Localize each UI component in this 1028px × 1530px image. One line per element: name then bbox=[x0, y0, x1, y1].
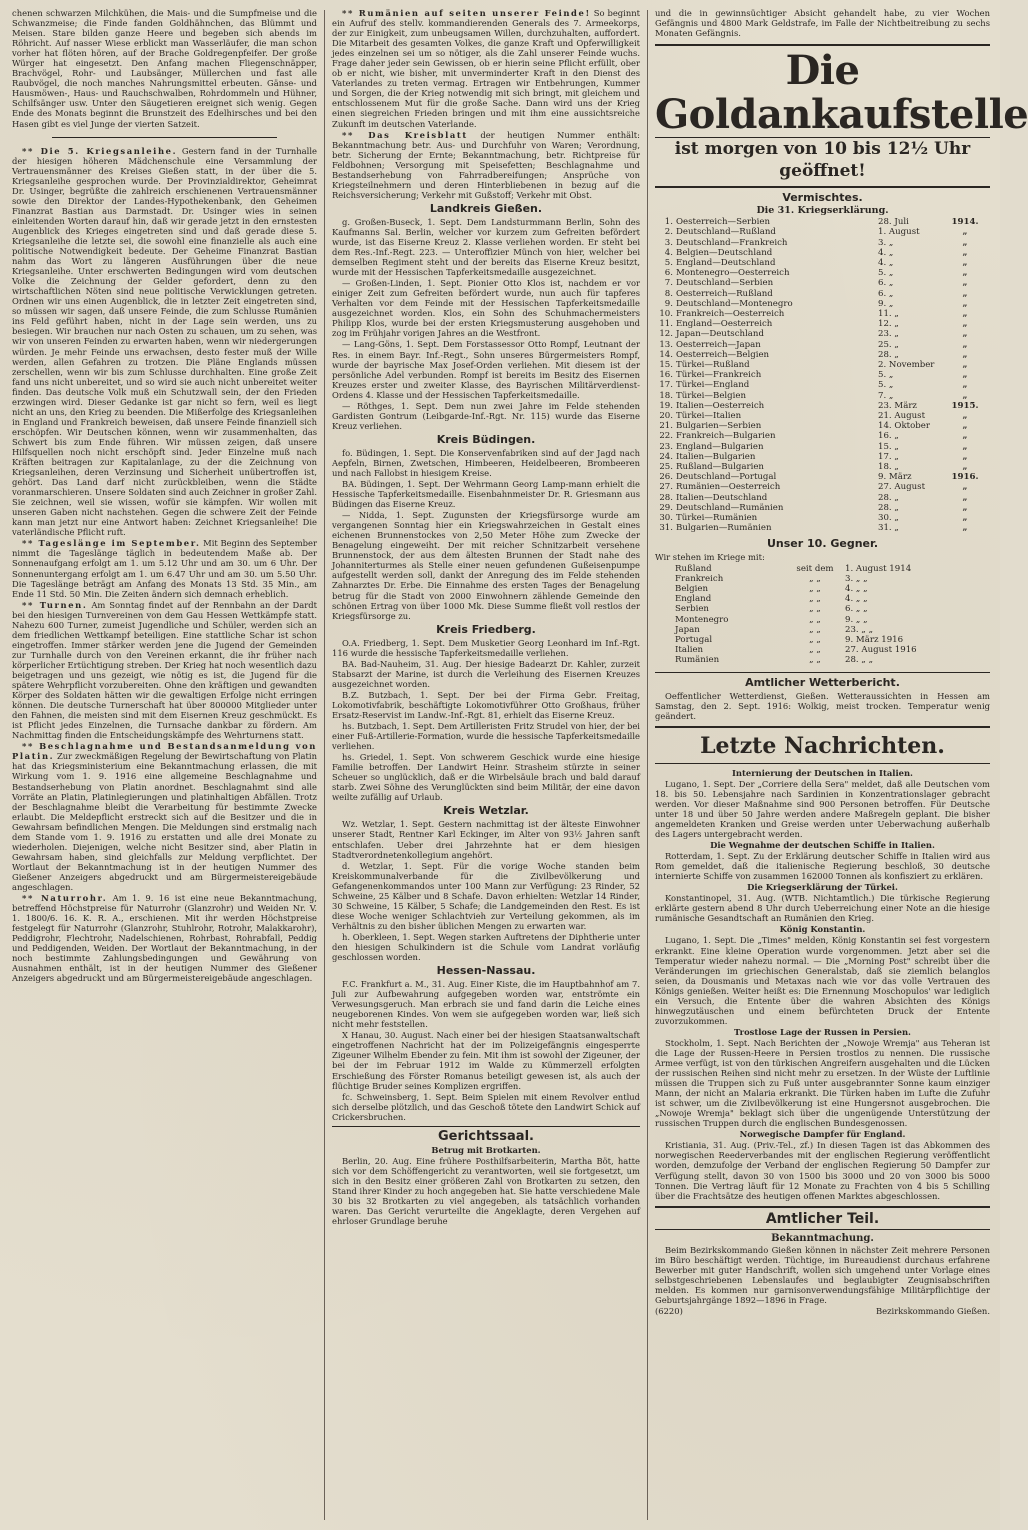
war-parties: Japan—Deutschland bbox=[676, 329, 764, 340]
war-year: „ bbox=[962, 431, 968, 442]
war-row bbox=[655, 238, 990, 248]
war-year: „ bbox=[962, 441, 968, 452]
war-parties: Türkei—Rußland bbox=[676, 360, 750, 371]
war-row bbox=[655, 513, 990, 523]
war-year: „ bbox=[962, 360, 968, 371]
war-number: 8. bbox=[664, 288, 673, 299]
section-gerichtssaal: Gerichtssaal. bbox=[438, 1128, 534, 1144]
divider bbox=[332, 1126, 640, 1127]
war-date: 18. „ bbox=[878, 462, 899, 473]
news-wetzlar-2: d. Wetzlar, 1. Sept. Für die vorige Woche standen beim Kreiskommunalverbande für die Zivilbevölkerung und Gefangenenkommandos unter 100 Mann zur Verfügung: 23 Rinder, 52 Schweine, 25 Kälber und 8 Schafe. Davon erhielten: Wetzlar 14 Rinder, 30 Schweine, 15 Kälber, 5 Schafe; die Landgemeinden den Rest. Es ist diese Woche weniger Schlachtvieh zur Verteilung gekommen, als im Verhältnis zu den bisher üblichen Mengen zu erwarten war. bbox=[332, 860, 640, 931]
headline-schiffe: Die Wegnahme der deutschen Schiffe in Italien. bbox=[710, 840, 935, 851]
goldankaufstelle-title: Die Goldankaufstelle bbox=[655, 44, 990, 138]
war-date: 5. „ bbox=[878, 380, 894, 391]
war-date: 6. „ bbox=[878, 288, 894, 299]
war-row bbox=[655, 482, 990, 492]
war-parties: Deutschland—Rumänien bbox=[676, 502, 784, 513]
foe-since: „ „ bbox=[809, 583, 821, 594]
section-letzte-nachrichten: Letzte Nachrichten. bbox=[700, 732, 945, 759]
war-row bbox=[655, 278, 990, 288]
news-butzbach-1: B.Z. Butzbach, 1. Sept. Der bei der Firma Gebr. Freitag, Lokomotivfabrik, beschäftigte Lokomotivführer Otto Großhaus, früher Ersatz-Reservist im Landw.-Inf.-Rgt. 81, erhielt das Eiserne Kreuz. bbox=[332, 689, 640, 720]
foe-date: 9. „ „ bbox=[845, 614, 868, 625]
war-date: 27. August bbox=[878, 482, 926, 493]
section-hessen-nassau: Hessen-Nassau. bbox=[436, 964, 536, 978]
article-platin bbox=[12, 741, 317, 892]
notice-footer bbox=[655, 1306, 990, 1316]
war-date: 5. „ bbox=[878, 268, 894, 279]
foe-row bbox=[655, 574, 990, 584]
war-number: 3. bbox=[664, 237, 673, 248]
news-lang-goens: — Lang-Göns, 1. Sept. Dem Forstassessor Otto Rompf, Leutnant der Res. in einem Bayr. Inf.-Regt., Sohn unseres Bürgermeisters Rompf, wurde der bayrische Max Josef-Orden verliehen. Mit diesem ist der persönliche Adel verbunden. Rompf ist bereits im Besitz des Eisernen Kreuzes erster und zweiter Klasse, des Bayrischen Militärverdienst-Ordens 4. Klasse und der Hessischen Tapferkeitsmedaille. bbox=[332, 339, 640, 400]
war-number: 19. bbox=[659, 400, 673, 411]
war-year: „ bbox=[962, 278, 968, 289]
foe-date: 23. „ „ bbox=[845, 624, 874, 635]
foe-date: 4. „ „ bbox=[845, 594, 868, 605]
war-row bbox=[655, 472, 990, 482]
war-year: „ bbox=[962, 227, 968, 238]
war-year: „ bbox=[962, 462, 968, 473]
war-parties: Deutschland—Montenegro bbox=[676, 298, 793, 309]
foe-row bbox=[655, 615, 990, 625]
war-parties: Deutschland—Frankreich bbox=[676, 237, 788, 248]
column-middle bbox=[332, 8, 640, 1522]
war-row bbox=[655, 289, 990, 299]
headline-kriegsanleihe: ** Die 5. Kriegsanleihe. bbox=[22, 145, 178, 156]
notice-number: (6220) bbox=[655, 1306, 683, 1316]
war-row bbox=[655, 503, 990, 513]
war-row bbox=[655, 360, 990, 370]
foe-since: „ „ bbox=[809, 624, 821, 635]
war-row bbox=[655, 370, 990, 380]
war-row bbox=[655, 380, 990, 390]
notice-bekanntmachung: Beim Bezirkskommando Gießen können in nächster Zeit mehrere Personen im Büro beschäftigt werden. Tüchtige, im Bureaudienst durchaus erfahrene Bewerber mit guter Handschrift, wollen sich umgehend unter Vorlage eines selbstgeschriebenen Lebenslaufes und beglaubigter Zeugnisabschriften melden. Es kommen nur garnisonverwendungsfähige Militärpflichtige der Geburtsjahrgänge 1892—1896 in Frage. bbox=[655, 1244, 990, 1305]
war-date: 31. „ bbox=[878, 523, 899, 534]
headline-naturrohr: ** Naturrohr. bbox=[22, 893, 108, 904]
war-number: 21. bbox=[659, 421, 673, 432]
war-date: 7. „ bbox=[878, 390, 894, 401]
war-date: 16. „ bbox=[878, 431, 899, 442]
foe-country: Italien bbox=[675, 645, 704, 656]
war-year: „ bbox=[962, 370, 968, 381]
article-tageslaenge bbox=[12, 538, 317, 598]
foe-since: „ „ bbox=[809, 573, 821, 584]
foe-country: Montenegro bbox=[675, 614, 729, 625]
war-parties: Frankreich—Oesterreich bbox=[676, 309, 785, 320]
article-rumaenien-text: So beginnt ein Aufruf des stellv. kommandierenden Generals des 7. Armeekorps, der zur Einigkeit, zum unbeugsamen Willen, durchzuhalten, auffordert. Die Mitarbeit des gesamten Volkes, die ganze Kraft und Opferwilligkeit jedes einzelnen sei um so nötiger, als die Zahl unserer Feinde wuchs. Frage daher jeder sein Gewissen, ob er hierin seine Pflicht erfüllt, ober ob er nicht, wie bisher, mit unverminderter Kraft in den Dienst des Vaterlandes zu treten vermag. Ertragen wir Entbehrungen, Kummer und Sorgen, die der Krieg notwendig mit sich bringt, mit gleichem und entschlossenem Mut für die große Sache. Dann wird uns der Krieg einen siegreichen Frieden bringen und mit ihm eine aussichtsreiche Zukunft im deutschen Vaterlande. bbox=[332, 8, 640, 129]
news-buedingen-2: BA. Büdingen, 1. Sept. Der Wehrmann Georg Lamp-mann erhielt die Hessische Tapferkeitsmedaille. Eisenbahnmeister Dr. R. Griesmann aus Büdingen das Eiserne Kreuz. bbox=[332, 479, 640, 510]
foe-row bbox=[655, 645, 990, 655]
war-parties: Oesterreich—Belgien bbox=[676, 349, 770, 360]
war-year: „ bbox=[962, 513, 968, 524]
war-number: 18. bbox=[659, 390, 673, 401]
article-kreisblatt bbox=[332, 130, 640, 200]
war-year: „ bbox=[962, 329, 968, 340]
news-oberkleen: h. Oberkleen, 1. Sept. Wegen starken Auftretens der Diphtherie unter den hiesigen Schulkindern ist die Schule vom Landrat vorläufig geschlossen worden. bbox=[332, 931, 640, 963]
war-row bbox=[655, 258, 990, 268]
headline-kreisblatt: ** Das Kreisblatt bbox=[342, 129, 468, 140]
news-persien: Stockholm, 1. Sept. Nach Berichten der „Nowoje Wremja" aus Teheran ist die Lage der Russen-Heere in Persien trostlos zu nennen. Die russische Armee verfügt, ist von den türkischen Angreifern ausgehalten und die Lücken der russischen Reihen sind nicht mehr zu ersetzen. In der Wüste der Luftlinie müssen die Truppen sich zu Fuß unter ausgebrannter Sonne kaum einziger Mann, der nicht an Malaria erkrankt. Die Türken haben im Lufte die Zufuhr ist schwer, um die Zivilbevölkerung ist eine Hungersnot ausgebrochen. Die „Nowoje Wremja" beklagt sich über die ungenügende Unterstützung der russischen Truppen durch die englischen Bundesgenossen. bbox=[655, 1037, 990, 1129]
column-right bbox=[655, 8, 1028, 1522]
divider bbox=[655, 1206, 990, 1208]
war-row bbox=[655, 431, 990, 441]
war-number: 25. bbox=[659, 462, 673, 473]
foe-country: Frankreich bbox=[675, 573, 724, 584]
war-row bbox=[655, 350, 990, 360]
war-date: 3. „ bbox=[878, 237, 894, 248]
war-date: 28. „ bbox=[878, 349, 899, 360]
headline-rumaenien: ** Rumänien auf seiten unserer Feinde! bbox=[342, 8, 591, 18]
foe-since: „ „ bbox=[809, 645, 821, 656]
war-number: 5. bbox=[664, 258, 673, 268]
war-year: „ bbox=[962, 492, 968, 503]
war-year: „ bbox=[962, 349, 968, 360]
war-date: 15. „ bbox=[878, 441, 899, 452]
war-date: 23. „ bbox=[878, 329, 899, 340]
war-parties: Deutschland—Portugal bbox=[676, 472, 777, 483]
news-bad-nauheim: BA. Bad-Nauheim, 31. Aug. Der hiesige Badearzt Dr. Kahler, zurzeit Stabsarzt der Marine, ist durch die Verleihung des Eisernen Kreuzes ausgezeichnet worden. bbox=[332, 658, 640, 689]
war-date: 28. Juli bbox=[878, 217, 909, 228]
article-kriegsanleihe-text: Gestern fand in der Turnhalle der hiesigen höheren Mädchenschule eine Versammlung der Vertrauensmänner des Kreises Gießen statt, in der über die 5. Kriegsanleihe gesprochen wurde. Der Provinzialdirektor, Geheimrat Dr. Usinger, begrüßte die zahlreich erschienenen Vertrauensmänner sowie den Direktor der Landes-Hypothekenbank, den Geheimen Finanzrat Bastian aus Darmstadt. Dr. Usinger wies in seinen einleitenden Worten darauf hin, daß wir gerade jetzt in den ernstesten Augenblick des Krieges eingetreten sind und daß gerade diese 5. Kriegsanleihe die letzte sei, die sowohl eine finanzielle als auch eine politische Notwendigkeit bedeute. Der Geheime Finanzrat Bastian nahm das Wort zu längeren Ausführungen über die neue Kriegsanleihe. Unter erschwerten Bedingungen wird vom deutschen Volke die Zeichnung der Gelder gefordert, denn zu den wirtschaftlichen Nöten sind neue politische Verwicklungen getreten. Ordnen wir uns einen Augenblick, die in letzter Zeit eingetreten sind, so müssen wir sagen, daß unsere Feinde, die zum Schlusse Rumänien ins Feld geführt haben, nicht in der Lage sein werden, uns zu besiegen. Wir brauchen nur nach Osten zu schauen, um zu sehen, was wir von unseren Feinden zu erwarten haben, wenn wir niedergerungen würden. Je mehr Feinde uns erwachsen, desto fester muß der Wille werden, allen Gefahren zu trotzen. Die Pläne Englands müssen zerschellen, wenn wir bis zum Schlusse durchhalten. Eine große Zeit fand uns nicht unbereitet, und so wird sie auch nicht unbereitet weiter finden. Das deutsche Volk muß ein Schutzwall sein, der den Frieden erzwingen wird. Dieser Gedanke ist gar nicht so fern, weil es liegt nicht an uns, den Krieg zu beenden. Die Mißerfolge des Kriegsanleihen in England und Frankreich beweisen, daß unsere Feinde finanziell sich erschöpfen. Wir Deutschen können, wenn wir zusammenhalten, das Schwert bis zum Ende führen. Wir müssen zeigen, daß unsere Hilfsquellen noch nicht erschöpft sind. Jeder Einzelne muß nach Kräften beitragen zur Kapitalanlage, zu der die Zeichnung von Kriegsanleihen, deren Verzinsung und Sicherheit unübertroffen ist, gehört. Das Land darf nicht zurückbleiben, wenn die Städte voranmarschieren. Unsere Soldaten sind auch Zeichner in großer Zahl. Sie zeichnen, weil sie wissen, wofür sie kämpfen. Wir wollen mit unseren Gaben nicht nachstehen. Gegen die schwere Zeit der Feinde kann man jetzt nur eine Antwort haben: Zeichnet Kriegsanleihe! Die vaterländische Pflicht ruft. bbox=[12, 145, 317, 538]
article-turnen-text: Am Sonntag findet auf der Rennbahn an der Dardt bei den hiesigen Turnvereinen von dem Gau Hessen Wettkämpfe statt. Nahezu 600 Turner, zumeist Jugendliche und Schüler, werden sich an dem friedlichen Wettkampf beteiligen. Eine stattliche Schar ist schon eingetroffen. Immer stärker werden jene die Jugend der Gemeinden zur Turnhalle durch von den Vereinen erkannt, die ihr früher nach körperlicher Ertüchtigung streben. Der Krieg hat noch wesentlich dazu beigetragen und uns gezeigt, wie nötig es ist, die Jugend für die spätere Wehrpflicht vorzubereiten. Ohne den kräftigen und gewandten Körper des Soldaten hätten wir die gewaltigen Erfolge nicht erringen können. Die deutsche Turnerschaft hat über 800000 Mitglieder unter den Fahnen, die meisten sind mit dem Eisernen Kreuz geschmückt. Es ist Pflicht jedes Einzelnen, die Turnsache dankbar zu fördern. Am Nachmittag finden die Entscheidungskämpfe des Wehrturnens statt. bbox=[12, 599, 317, 741]
war-parties: Montenegro—Oesterreich bbox=[676, 268, 790, 279]
war-row bbox=[655, 401, 990, 411]
war-parties: Italien—Deutschland bbox=[676, 492, 768, 503]
war-date: 28. „ bbox=[878, 492, 899, 503]
news-nidda: — Nidda, 1. Sept. Zugunsten der Kriegsfürsorge wurde am vergangenen Sonntag hier ein Kriegswahrzeichen in Gestalt eines eichenen Brunnenstockes von 2,50 Meter Höhe zum Zwecke der Benagelung eingeweiht. Der mit reicher Schnitzarbeit versehene Brunnenstock, der aus dem ältesten Brunnen der Stadt nahe des Johanniterturmes als Stelle einer neuen gefundenen Gußeisenpumpe aufgestellt werden soll, dankt der Anregung des im Felde stehenden Zahnarztes Dr. Erbe. Die Einnahme des ersten Tages der Benagelung betrug für die Stadt von 2000 Einwohnern zählende Gemeinde den schönen Ertrag von über 1000 Mk. Diese Summe fließt voll restlos der Kriegsfürsorge zu. bbox=[332, 510, 640, 621]
section-amtlicher-teil: Amtlicher Teil. bbox=[765, 1210, 880, 1227]
war-number: 13. bbox=[659, 339, 673, 350]
war-row bbox=[655, 462, 990, 472]
headline-dampfer: Norwegische Dampfer für England. bbox=[739, 1129, 906, 1140]
war-date: 9. März bbox=[878, 472, 912, 483]
section-kreis-wetzlar: Kreis Wetzlar. bbox=[443, 804, 529, 818]
war-year: „ bbox=[962, 482, 968, 493]
war-row bbox=[655, 309, 990, 319]
article-kreisblatt-text: der heutigen Nummer enthält: Bekanntmachung betr. Aus- und Durchfuhr von Waren; Verordnung, betr. Sicherung der Ernte; Bekanntmachung, betr. Richtpreise für Feldbohnen; Versorgung mit Speisefetten; Beschlagnahme und Bestandserhebung von Fahrradbereifungen; Ansprüche von Kriegsteilnehmern und deren Hinterbliebenen in bezug auf die Reichsversicherung; Verkehr mit Gußstoff; Verkehr mit Obst. bbox=[332, 129, 640, 200]
war-year: „ bbox=[962, 339, 968, 350]
news-dampfer: Kristiania, 31. Aug. (Priv.-Tel., zf.) In diesen Tagen ist das Abkommen des norwegischen Reederverbandes mit der englischen Regierung veröffentlicht worden, demzufolge der Verband der englischen Regierung 50 Dampfer zur Verfügung stellt, davon 30 von 1500 bis 3000 und 20 von 3000 bis 5000 Tonnen. Die Vertrag läuft für 12 Monate zu Frachten von 4 bis 5 Schilling über die Frachtsätze des heutigen offenen Marktes abgeschlossen. bbox=[655, 1140, 990, 1201]
news-continuation: und die in gewinnsüchtiger Absicht gehandelt habe, zu vier Wochen Gefängnis und 4800 Mark Geldstrafe, im Falle der Nichtbeitreibung zu sechs Monaten Gefängnis. bbox=[655, 8, 990, 39]
war-date: 21. August bbox=[878, 411, 926, 422]
war-number: 16. bbox=[659, 370, 673, 381]
divider bbox=[655, 1229, 990, 1230]
notice-signature: Bezirkskommando Gießen. bbox=[876, 1306, 990, 1316]
war-date: 5. „ bbox=[878, 370, 894, 381]
war-row bbox=[655, 217, 990, 227]
foe-since: „ „ bbox=[809, 604, 821, 615]
divider bbox=[655, 763, 990, 764]
war-date: 17. „ bbox=[878, 451, 899, 462]
war-year: 1915. bbox=[951, 400, 979, 411]
war-date: 14. Oktober bbox=[878, 421, 930, 432]
column-left bbox=[12, 8, 317, 1522]
foe-date: 3. „ „ bbox=[845, 573, 868, 584]
war-parties: Türkei—Italien bbox=[676, 411, 742, 422]
news-wetzlar-1: Wz. Wetzlar, 1. Sept. Gestern nachmittag ist der älteste Einwohner unserer Stadt, Rentner Karl Eckinger, im Alter von 93½ Jahren sanft entschlafen. Ueber drei Jahrzehnte hat er dem hiesigen Stadtverordnetenkollegium angehört. bbox=[332, 819, 640, 860]
headline-wetterbericht: Amtlicher Wetterbericht. bbox=[745, 675, 900, 689]
war-year: „ bbox=[962, 319, 968, 330]
war-row bbox=[655, 227, 990, 237]
war-parties: Türkei—Rumänien bbox=[676, 513, 758, 524]
war-number: 27. bbox=[659, 482, 673, 493]
war-number: 11. bbox=[659, 319, 673, 330]
news-internierung: Lugano, 1. Sept. Der „Corriere della Sera" meldet, daß alle Deutschen vom 18. bis 50. Lebensjahre nach Sardinien in Konzentrationslager gebracht werden. Vor dieser Maßnahme sind 900 Personen betroffen. Für Deutsche unter 18 und über 50 Jahre werden andere Maßregeln geplant. Die bisher angemeldeten Kranken und Greise werden unter Ueberwachung außerhalb des Lagers untergebracht werden. bbox=[655, 778, 990, 839]
war-row bbox=[655, 319, 990, 329]
war-row bbox=[655, 493, 990, 503]
war-parties: Deutschland—Serbien bbox=[676, 278, 774, 289]
foe-country: Rumänien bbox=[675, 655, 720, 666]
war-year: „ bbox=[962, 309, 968, 320]
war-year: „ bbox=[962, 523, 968, 534]
foe-date: 9. März 1916 bbox=[845, 634, 904, 645]
war-year: „ bbox=[962, 390, 968, 401]
article-tageslaenge-text: Mit Beginn des September nimmt die Tageslänge täglich in bedeutendem Maße ab. Der Sonnenaufgang erfolgt am 1. um 5.12 Uhr und am 30. um 6 Uhr. Der Sonnenuntergang erfolgt am 1. um 6.47 Uhr und am 30. um 5.50 Uhr. Die Tageslänge beträgt am Anfang des Monats 13 Std. 35 Min., am Ende 11 Std. 50 Min. Die Zeiten ändern sich demnach erheblich. bbox=[12, 538, 317, 599]
war-date: 4. „ bbox=[878, 247, 894, 258]
war-date: 25. „ bbox=[878, 339, 899, 350]
war-year: „ bbox=[962, 247, 968, 258]
war-number: 26. bbox=[659, 472, 673, 483]
news-berlin-brotkarten: Berlin, 20. Aug. Eine frühere Posthilfsarbeiterin, Martha Böt, hatte sich vor dem Schöffengericht zu verantworten, weil sie fortgesetzt, um sich in den Besitz einer größeren Zahl von Brotkarten zu setzen, den Stand ihrer Kinder zu hoch angegeben hat. Sie hatte verschiedene Male 30 bis 32 Brotkarten zu viel angegeben, als tatsächlich vorhanden waren. Das Gericht verurteilte die Angeklagte, deren Vergehen auf ehrloser Grundlage beruhe bbox=[332, 1155, 640, 1227]
goldankaufstelle-hours: ist morgen von 10 bis 12½ Uhr geöffnet! bbox=[655, 138, 990, 188]
news-grossen-buseck: g. Großen-Buseck, 1. Sept. Dem Landsturmmann Berlin, Sohn des Kaufmanns Sal. Berlin, welcher vor kurzem zum Gefreiten befördert wurde, ist das Eiserne Kreuz 2. Klasse verliehen worden. Er steht bei dem Res.-Inf.-Regt. 223. — Unteroffizier Münch von hier, welcher bei demselben Regiment steht und der bereits das Eiserne Kreuz besitzt, wurde mit der Hessischen Tapferkeitsmedaille ausgezeichnet. bbox=[332, 216, 640, 278]
news-buedingen-1: fo. Büdingen, 1. Sept. Die Konservenfabriken sind auf der Jagd nach Aepfeln, Birnen, Zwetschen, Himbeeren, Heidelbeeren, Brombeeren und nach Fallobst in hiesigem Kreise. bbox=[332, 447, 640, 478]
war-parties: Türkei—Belgien bbox=[676, 390, 747, 401]
war-row bbox=[655, 248, 990, 258]
headline-bekanntmachung: Bekanntmachung. bbox=[771, 1232, 874, 1244]
divider bbox=[655, 672, 990, 673]
section-landkreis-giessen: Landkreis Gießen. bbox=[429, 201, 543, 215]
war-row bbox=[655, 523, 990, 533]
war-parties: Türkei—Frankreich bbox=[676, 370, 762, 381]
news-butzbach-2: hs. Butzbach, 1. Sept. Dem Artilleristen Fritz Strudel von hier, der bei einer Fuß-Artillerie-Formation, wurde die hessische Tapferkeitsmedaille verliehen. bbox=[332, 721, 640, 752]
foe-country: Japan bbox=[675, 624, 700, 635]
war-number: 4. bbox=[664, 247, 673, 258]
foe-date: 27. August 1916 bbox=[845, 645, 917, 656]
foe-date: 6. „ „ bbox=[845, 604, 868, 615]
war-year: „ bbox=[962, 258, 968, 268]
foe-country: Rußland bbox=[675, 563, 712, 574]
article-naturrohr-text: Am 1. 9. 16 ist eine neue Bekanntmachung, betreffend Höchstpreise für Naturrohr (Glanzrohr) und Weiden Nr. V. 1. 1800/6. 16. K. R. A., erschienen. Mit ihr werden Höchstpreise festgelegt für Naturrohr (Glanzrohr, Stuhlrohr, Rotrohr, Malakkarohr), Peddigrohr, Flechtrohr, Nadelschienen, Rohrbast, Rohrabfall, Peddig und Peddigenden, Weiden. Der Wortlaut der Bekanntmachung, in der noch bestimmte Zahlungsbedingungen und Gewährung von Ausnahmen enthält, ist in der heutigen Nummer des Gießener Anzeigers abgedruckt und am Bürgermeistereigebäude angeschlagen. bbox=[12, 893, 318, 984]
war-row bbox=[655, 299, 990, 309]
war-parties: Deutschland—Rußland bbox=[676, 227, 776, 238]
news-konstantin: Lugano, 1. Sept. Die „Times" melden, König Konstantin sei fest vorgestern erkrankt. Eine kleine Operation wurde vorgenommen. Jetzt aber sei die Temperatur wieder nahezu normal. — Die „Morning Post" schreibt über die Veränderungen im griechischen Generalstab, daß sie ziemlich belanglos seien, da Dousmanis und Metaxas nach wie vor das volle Vertrauen des Königs genießen. Weiter heißt es: Die Ernennung Moschopulos' war lediglich ein Versuch, die Entente über die wahren Absichten des Königs hinwegzutäuschen und einem befürchteten Druck der Entente zuvorzukommen. bbox=[655, 935, 990, 1026]
headline-turnen: ** Turnen. bbox=[22, 599, 88, 610]
war-parties: Italien—Oesterreich bbox=[676, 400, 765, 411]
war-date: 12. „ bbox=[878, 319, 899, 330]
war-parties: Italien—Bulgarien bbox=[676, 451, 756, 462]
war-year: 1914. bbox=[951, 217, 979, 228]
article-turnen bbox=[12, 600, 317, 741]
war-parties: Oesterreich—Serbien bbox=[676, 217, 771, 228]
article-rumaenien bbox=[332, 8, 640, 129]
foe-date: 28. „ „ bbox=[845, 655, 874, 666]
foe-country: England bbox=[675, 594, 712, 605]
war-date: 30. „ bbox=[878, 513, 899, 524]
headline-konstantin: König Konstantin. bbox=[779, 924, 866, 935]
news-schweinsberg: fc. Schweinsberg, 1. Sept. Beim Spielen mit einem Revolver entlud sich derselbe plötzlich, und das Geschoß tötete den Landwirt Schick auf Crickersbruchen. bbox=[332, 1091, 640, 1122]
war-number: 17. bbox=[659, 380, 673, 391]
war-year: „ bbox=[962, 268, 968, 279]
war-number: 1. bbox=[664, 217, 673, 228]
foes-intro: Wir stehen im Kriege mit: bbox=[655, 552, 765, 563]
war-row bbox=[655, 391, 990, 401]
war-row bbox=[655, 329, 990, 339]
news-griedel: hs. Griedel, 1. Sept. Von schwerem Geschick wurde eine hiesige Familie betroffen. Der Landwirt Heinr. Strasheim stürzte in seiner Scheuer so unglücklich, daß er die Wirbelsäule brach und bald darauf starb. Zwei Söhne des Verunglückten sind beim Militär, der eine davon weilte zufällig auf Urlaub. bbox=[332, 752, 640, 803]
war-row bbox=[655, 340, 990, 350]
war-number: 20. bbox=[659, 411, 673, 422]
war-date: 11. „ bbox=[878, 309, 899, 320]
news-schiffe: Rotterdam, 1. Sept. Zu der Erklärung deutscher Schiffe in Italien wird aus Rom gemeldet, daß die italienische Regierung beschloß, 30 deutsche internierte Schiffe von zusammen 162000 Tonnen als konfisziert zu erklären. bbox=[655, 851, 990, 882]
war-parties: Bulgarien—Serbien bbox=[676, 421, 762, 432]
article-kriegsanleihe bbox=[12, 146, 317, 538]
war-number: 9. bbox=[664, 298, 673, 309]
foe-country: Belgien bbox=[675, 583, 709, 594]
war-date: 28. „ bbox=[878, 502, 899, 513]
war-number: 29. bbox=[659, 502, 673, 513]
war-year: „ bbox=[962, 502, 968, 513]
war-declarations-table bbox=[655, 217, 990, 533]
war-number: 28. bbox=[659, 492, 673, 503]
war-date: 4. „ bbox=[878, 258, 894, 268]
headline-gegner: Unser 10. Gegner. bbox=[766, 537, 879, 551]
section-vermischtes: Vermischtes. bbox=[782, 191, 863, 205]
article-birds: chenen schwarzen Milchkühen, die Mais- und die Sumpfmeise und die Schwanzmeise; die Finde fanden Goldhähnchen, das Blümmt und Meisen. Stare bilden ganze Heere und begeben sich abends im Röhricht. Auf nasser Wiese erblickt man Wasserläufer, die man schon vorher hat flöten hören, auf der Brache Goldregenpfeifer. Der große Würger hat eingesetzt. Den Anfang machen Fliegenschnäpper, Brachvögel, Rohr- und Laubsänger, Müllerchen und fast alle Raubvögel, die noch manches Nahrungsmittel erbeuten. Gänse- und Hausmöwen-, Haus- und Rauchschwalben, Rohrdommeln und Hühner, Schilfsänger usw. Unter den Säugetieren ereignet sich wenig. Gegen Ende des Monats beginnt die Brunstzeit des Edelhirsches und bei den Hasen gibt es viel Junge der vierten Satzeit. bbox=[12, 8, 317, 129]
column-rule-left bbox=[324, 10, 325, 1520]
war-year: „ bbox=[962, 421, 968, 432]
war-date: 1. August bbox=[878, 227, 920, 238]
war-year: „ bbox=[962, 411, 968, 422]
war-row bbox=[655, 421, 990, 431]
article-platin-text: Zur zweckmäßigen Regelung der Bewirtschaftung von Platin hat das Kriegsministerium eine Bekanntmachung erlassen, die mit Wirkung vom 1. 9. 1916 eine allgemeine Beschlagnahme und Bestandserhebung von Platin anordnet. Beschlagnahmt sind alle Vorräte an Platin, Platinlegierungen und platinhaltigen Abfällen. Trotz der Beschlagnahme bleibt die Verarbeitung für bestimmte Zwecke erlaubt. Die Meldepflicht erstreckt sich auf die Besitzer und die in Gewahrsam befindlichen Mengen. Die Meldungen sind erstmalig nach dem Stande vom 1. 9. 1916 zu erstatten und alle drei Monate zu wiederholen. Diejenigen, welche nicht Besitzer sind, aber Platin in Gewahrsam haben, sind gleichfalls zur Meldung verpflichtet. Der Wortlaut der Bekanntmachung ist in der heutigen Nummer des Gießener Anzeigers abgedruckt und am Bürgermeistereigebäude angeschlagen. bbox=[12, 751, 317, 892]
war-parties: Frankreich—Bulgarien bbox=[676, 431, 776, 442]
foe-row bbox=[655, 625, 990, 635]
war-row bbox=[655, 442, 990, 452]
foe-row bbox=[655, 604, 990, 614]
war-year: „ bbox=[962, 451, 968, 462]
war-date: 6. „ bbox=[878, 278, 894, 289]
war-year: 1916. bbox=[951, 472, 979, 483]
news-frankfurt: F.C. Frankfurt a. M., 31. Aug. Einer Kiste, die im Hauptbahnhof am 7. Juli zur Aufbewahrung aufgegeben worden war, entströmte ein Verwesungsgeruch. Man erbrach sie und fand darin die Leiche eines neugeborenen Kindes. Von wem sie aufgegeben worden war, ließ sich nicht mehr feststellen. bbox=[332, 979, 640, 1030]
war-row bbox=[655, 268, 990, 278]
foe-row bbox=[655, 635, 990, 645]
war-number: 7. bbox=[664, 278, 673, 289]
weather-report: Oeffentlicher Wetterdienst, Gießen. Wetteraussichten in Hessen am Samstag, den 2. Sept. 1916: Wolkig, meist trocken. Temperatur wenig geändert. bbox=[655, 690, 990, 721]
foe-since: seit dem bbox=[796, 563, 834, 574]
news-grossen-linden: — Großen-Linden, 1. Sept. Pionier Otto Klos ist, nachdem er vor einiger Zeit zum Gefreiten befördert wurde, nun auch für tapferes Verhalten vor dem Feinde mit der Hessischen Tapferkeitsmedaille ausgezeichnet worden. Klos, ein Sohn des Schuhmachermeisters Philipp Klos, wurde bei der ersten Kriegsmusterung ausgehoben und zog im Frühjahr vorigen Jahres an die Westfront. bbox=[332, 278, 640, 339]
war-parties: Rußland—Bulgarien bbox=[676, 462, 764, 473]
war-parties: Belgien—Deutschland bbox=[676, 247, 773, 258]
war-parties: Oesterreich—Japan bbox=[676, 339, 761, 350]
article-naturrohr bbox=[12, 893, 317, 983]
war-number: 15. bbox=[659, 360, 673, 371]
headline-kriegserklaerung: Die 31. Kriegserklärung. bbox=[756, 205, 889, 217]
foe-country: Portugal bbox=[675, 634, 713, 645]
foes-table bbox=[655, 564, 990, 666]
foe-since: „ „ bbox=[809, 594, 821, 605]
news-tuerkei: Konstantinopel, 31. Aug. (WTB. Nichtamtlich.) Die türkische Regierung erklärte gestern abend 8 Uhr durch Ueberreichung einer Note an die hiesige rumänische Gesandtschaft an Rumänien den Krieg. bbox=[655, 893, 990, 924]
war-date: 9. „ bbox=[878, 298, 894, 309]
war-number: 2. bbox=[664, 227, 673, 238]
divider bbox=[655, 726, 990, 728]
war-parties: Türkei—England bbox=[676, 380, 750, 391]
foe-row bbox=[655, 584, 990, 594]
war-date: 23. März bbox=[878, 400, 917, 411]
headline-tageslaenge: ** Tageslänge im September. bbox=[22, 538, 201, 549]
war-parties: England—Bulgarien bbox=[676, 441, 764, 452]
war-year: „ bbox=[962, 298, 968, 309]
war-number: 14. bbox=[659, 349, 673, 360]
headline-tuerkei: Die Kriegserklärung der Türkei. bbox=[747, 882, 898, 893]
war-number: 31. bbox=[659, 523, 673, 534]
war-parties: Bulgarien—Rumänien bbox=[676, 523, 772, 534]
foe-since: „ „ bbox=[809, 655, 821, 666]
divider bbox=[52, 137, 277, 138]
war-parties: Rumänien—Oesterreich bbox=[676, 482, 781, 493]
war-parties: England—Deutschland bbox=[676, 258, 776, 268]
foe-row bbox=[655, 655, 990, 665]
war-number: 30. bbox=[659, 513, 673, 524]
war-year: „ bbox=[962, 288, 968, 299]
news-hanau: X Hanau, 30. August. Nach einer bei der hiesigen Staatsanwaltschaft eingetroffenen Nachricht hat der im Polizeigefängnis eingesperrte Zigeuner Wilhelm Ebender zu fein. Mit ihm ist sowohl der Zigeuner, der bei der im Februar 1912 im Walde zu Kümmerzell erfolgten Erschießung des Förster Romanus beteiligt gewesen ist, als auch der flüchtige Bruder seines Komplizen ergriffen. bbox=[332, 1030, 640, 1091]
war-parties: Oesterreich—Rußland bbox=[676, 288, 773, 299]
headline-platin: ** Beschlagnahme und Bestandsanmeldung von Platin. bbox=[12, 741, 317, 762]
war-number: 10. bbox=[659, 309, 673, 320]
foe-since: „ „ bbox=[809, 614, 821, 625]
foe-date: 4. „ „ bbox=[845, 583, 868, 594]
war-row bbox=[655, 411, 990, 421]
headline-internierung: Internierung der Deutschen in Italien. bbox=[732, 767, 913, 778]
war-year: „ bbox=[962, 237, 968, 248]
foe-country: Serbien bbox=[675, 604, 709, 615]
news-friedberg: O.A. Friedberg, 1. Sept. Dem Musketier Georg Leonhard im Inf.-Rgt. 116 wurde die hessische Tapferkeitsmedaille verliehen. bbox=[332, 637, 640, 658]
war-number: 12. bbox=[659, 329, 673, 340]
foe-date: 1. August 1914 bbox=[845, 563, 912, 574]
foe-row bbox=[655, 594, 990, 604]
column-rule-right bbox=[647, 10, 648, 1520]
section-kreis-friedberg: Kreis Friedberg. bbox=[436, 622, 536, 636]
foe-since: „ „ bbox=[809, 634, 821, 645]
war-date: 2. November bbox=[878, 360, 935, 371]
war-parties: England—Oesterreich bbox=[676, 319, 773, 330]
war-year: „ bbox=[962, 380, 968, 391]
news-roethges: — Röthges, 1. Sept. Dem nun zwei Jahre im Felde stehenden Gardisten Gontrum (Leibgarde-Inf.-Rgt. Nr. 115) wurde das Eiserne Kreuz verliehen. bbox=[332, 400, 640, 431]
war-number: 22. bbox=[659, 431, 673, 442]
war-row bbox=[655, 452, 990, 462]
section-kreis-buedingen: Kreis Büdingen. bbox=[436, 432, 536, 446]
war-number: 24. bbox=[659, 451, 673, 462]
war-number: 6. bbox=[664, 268, 673, 279]
foe-row bbox=[655, 564, 990, 574]
headline-betrug: Betrug mit Brotkarten. bbox=[431, 1144, 541, 1155]
headline-persien: Trostlose Lage der Russen in Persien. bbox=[734, 1026, 911, 1037]
war-number: 23. bbox=[659, 441, 673, 452]
